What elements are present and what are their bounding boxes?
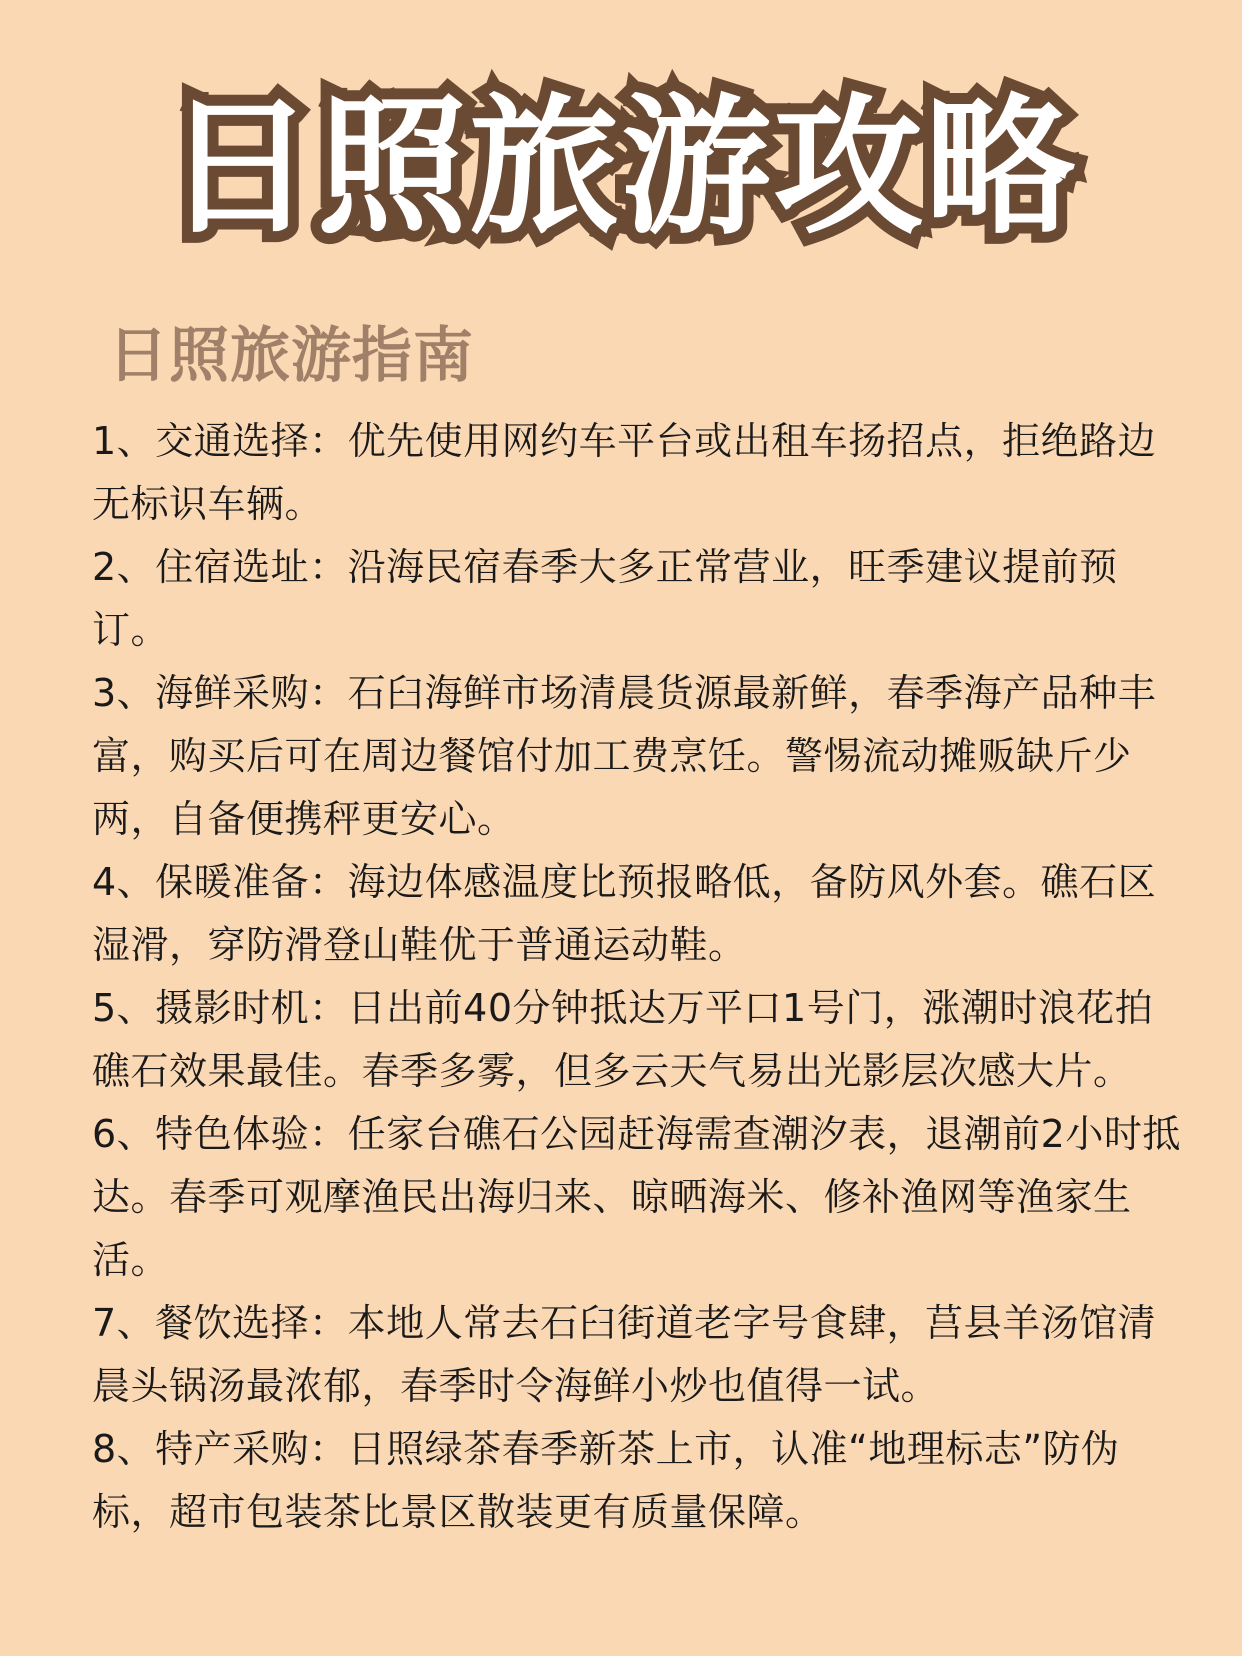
tip-item-seafood: 3、海鲜采购：石臼海鲜市场清晨货源最新鲜，春季海产品种丰富，购买后可在周边餐馆付加工费烹饪。警惕流动摊贩缺斤少两，自备便携秤更安心。 — [92, 671, 1157, 841]
tip-item-photography: 5、摄影时机：日出前40分钟抵达万平口1号门，涨潮时浪花拍礁石效果最佳。春季多雾，但多云天气易出光影层次感大片。 — [92, 986, 1154, 1093]
tip-item-dining: 7、餐饮选择：本地人常去石臼街道老字号食肆，莒县羊汤馆清晨头锅汤最浓郁，春季时令海鲜小炒也值得一试。 — [92, 1301, 1157, 1408]
tip-item-experience: 6、特色体验：任家台礁石公园赶海需查潮汐表，退潮前2小时抵达。春季可观摩渔民出海归来、晾晒海米、修补渔网等渔家生活。 — [92, 1112, 1181, 1282]
tip-item-warmth: 4、保暖准备：海边体感温度比预报略低，备防风外套。礁石区湿滑，穿防滑登山鞋优于普通运动鞋。 — [92, 860, 1157, 967]
tip-item-specialty: 8、特产采购：日照绿茶春季新茶上市，认准“地理标志”防伪标，超市包装茶比景区散装更有质量保障。 — [92, 1427, 1120, 1534]
tip-item-transport: 1、交通选择：优先使用网约车平台或出租车扬招点，拒绝路边无标识车辆。 — [92, 419, 1157, 526]
section-heading: 日照旅游指南 — [108, 321, 474, 391]
tip-item-lodging: 2、住宿选址：沿海民宿春季大多正常营业，旺季建议提前预订。 — [92, 545, 1118, 652]
tips-list — [92, 410, 1182, 1544]
page-title: 日照旅游攻略 — [164, 81, 1077, 255]
